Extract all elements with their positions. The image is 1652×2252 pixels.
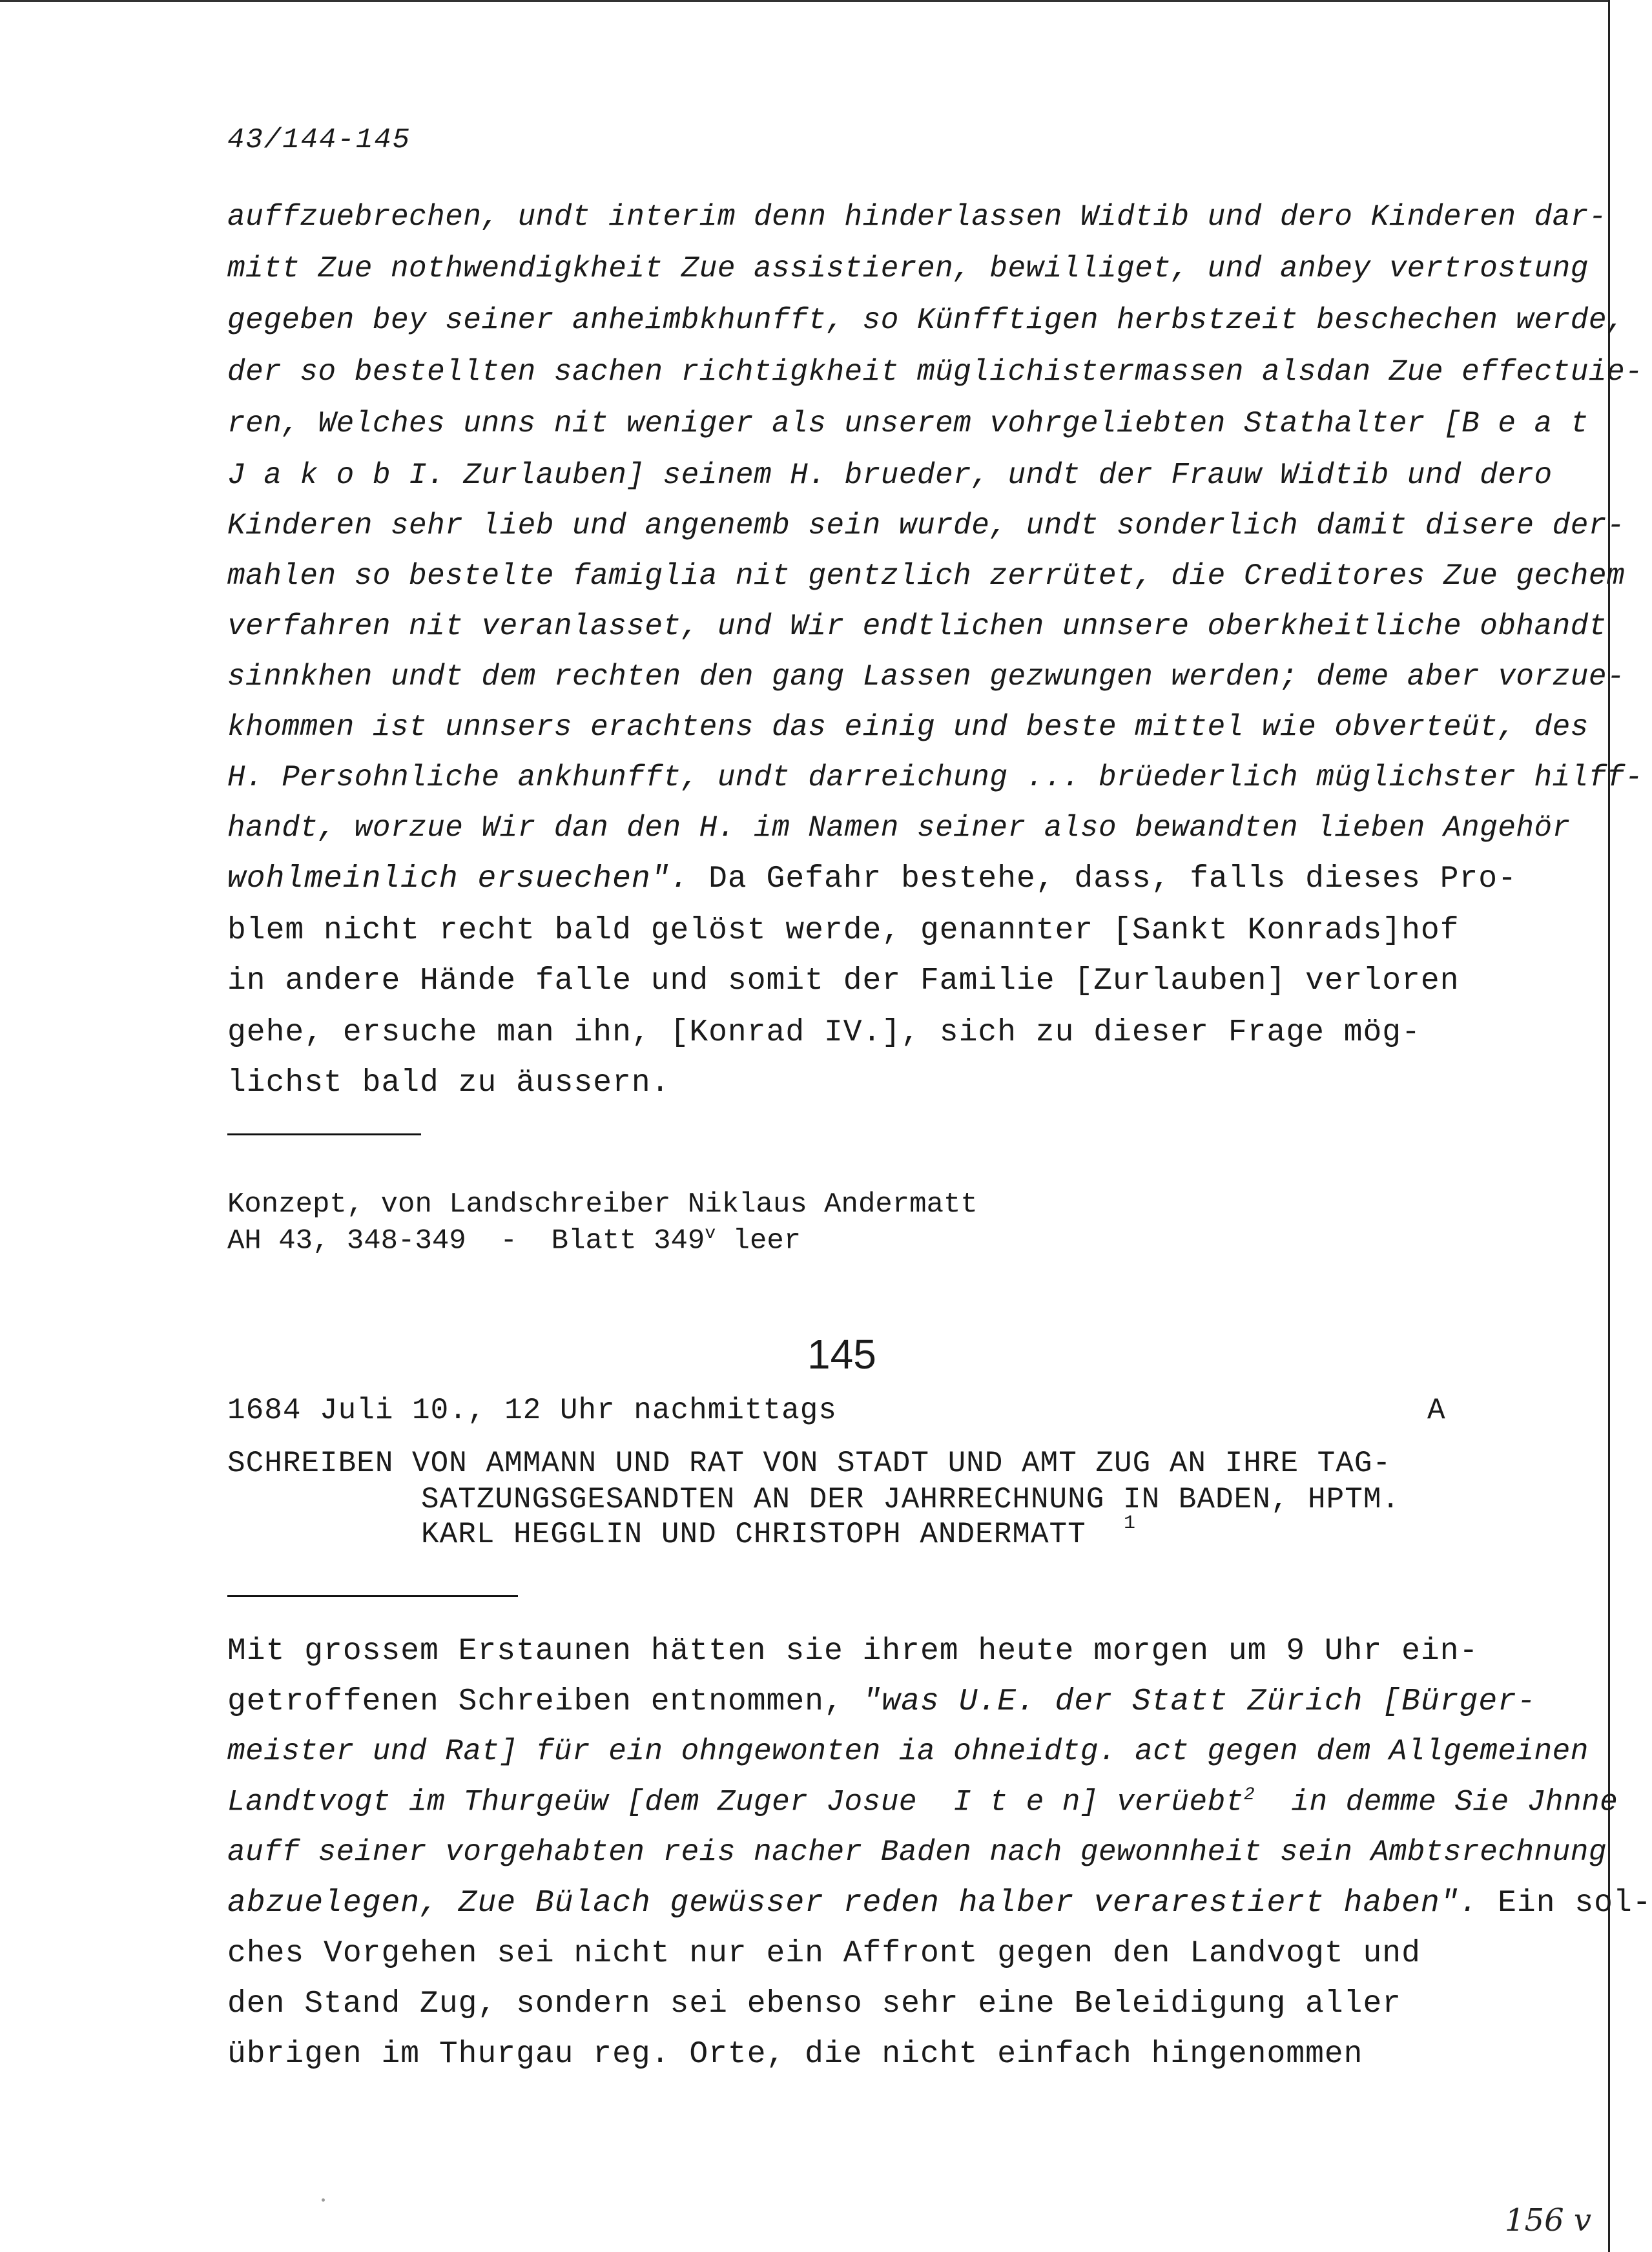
document-classification: A <box>1427 1394 1446 1427</box>
doc144-line: handt, worzue Wir dan den H. im Namen seiner also bewandten lieben Angehör <box>227 811 1571 845</box>
doc144-line: H. Persohnliche ankhunfft, undt darreichung ... brüederlich müglichster hilff- <box>227 761 1644 794</box>
doc145-line-mixed <box>227 1684 1536 1719</box>
doc145-line: Mit grossem Erstaunen hätten sie ihrem heute morgen um 9 Uhr ein- <box>227 1634 1479 1669</box>
footnote-ref-1b: 1 <box>1124 1513 1136 1534</box>
doc144-line: verfahren nit veranlasset, und Wir endtlichen unnsere oberkheitliche obhandt <box>227 610 1607 643</box>
footnote-ref-2: 2 <box>1243 1785 1255 1805</box>
page-reference: 43/144-145 <box>227 124 411 156</box>
document-title-line-2: SATZUNGSGESANDTEN AN DER JAHRRECHNUNG IN BADEN, HPTM. <box>421 1483 1401 1516</box>
summary-start: Da Gefahr bestehe, dass, falls dieses Pro- <box>689 862 1517 896</box>
doc144-line: gegeben bey seiner anheimbkhunfft, so Künfftigen herbstzeit beschechen werde, <box>227 304 1626 337</box>
doc145-line: den Stand Zug, sondern sei ebenso sehr eine Beleidigung aller <box>227 1987 1402 2021</box>
quote-end: wohlmeinlich ersuechen". <box>227 862 690 896</box>
document-title-line-1: SCHREIBEN VON AMMANN UND RAT VON STADT UND AMT ZUG AN IHRE TAG- <box>227 1447 1392 1480</box>
doc145-line: auff seiner vorgehabten reis nacher Baden nach gewonnheit sein Ambtsrechnung <box>227 1835 1607 1869</box>
document-title-line-3: KARL HEGGLIN UND CHRISTOPH ANDERMATT <box>421 1518 1086 1551</box>
quote-part: in demme Sie Jhnne <box>1255 1785 1618 1819</box>
folio-annotation: 156 v <box>1505 2202 1591 2238</box>
source-ref: AH 43, 348-349 - Blatt 349 <box>227 1224 705 1257</box>
doc144-line: gehe, ersuche man ihn, [Konrad IV.], sich zu dieser Frage mög- <box>227 1015 1421 1050</box>
text-part: Ein sol- <box>1478 1886 1652 1921</box>
source-note-2 <box>227 1224 801 1257</box>
doc144-line: in andere Hände falle und somit der Familie [Zurlauben] verloren <box>227 964 1460 998</box>
doc144-line: Kinderen sehr lieb und angenemb sein wurde, undt sonderlich damit disere der- <box>227 509 1626 542</box>
doc145-line-mixed <box>227 1886 1652 1921</box>
page-top-border <box>0 0 1610 2</box>
doc144-line: auffzuebrechen, undt interim denn hinderlassen Widtib und dero Kinderen dar- <box>227 200 1607 234</box>
document-number: 145 <box>807 1331 876 1378</box>
doc144-line: sinnkhen undt dem rechten den gang Lassen gezwungen werden; deme aber vorzue- <box>227 660 1626 694</box>
doc145-line: meister und Rat] für ein ohngewonten ia ohneidtg. act gegen dem Allgemeinen <box>227 1735 1589 1768</box>
quote-part: Landtvogt im Thurgeüw [dem Zuger Josue I t e n] verüebt <box>227 1785 1244 1819</box>
doc144-line: mitt Zue nothwendigkheit Zue assistieren, bewilliget, und anbey vertrostung <box>227 252 1589 285</box>
source-blank: leer <box>716 1224 801 1257</box>
source-note-1: Konzept, von Landschreiber Niklaus Andermatt <box>227 1188 978 1221</box>
quote-end: abzuelegen, Zue Bülach gewüsser reden halber verarestiert haben". <box>227 1886 1479 1921</box>
doc145-line-footnote <box>227 1785 1618 1819</box>
doc144-line: khommen ist unnsers erachtens das einig und beste mittel wie obverteüt, des <box>227 710 1589 744</box>
section-divider-2 <box>227 1595 518 1597</box>
doc144-line-mixed <box>227 862 1517 896</box>
doc144-line: J a k o b I. Zurlauben] seinem H. brueder, undt der Frauw Widtib und dero <box>227 459 1553 492</box>
verso-mark: v <box>705 1224 716 1244</box>
doc144-line: lichst bald zu äussern. <box>227 1066 670 1100</box>
doc144-line: der so bestellten sachen richtigkheit müglichistermassen alsdan Zue effectuie- <box>227 355 1644 389</box>
doc144-line: blem nicht recht bald gelöst werde, genannter [Sankt Konrads]hof <box>227 913 1460 948</box>
text-part: getroffenen Schreiben entnommen, <box>227 1684 863 1719</box>
section-divider <box>227 1133 421 1135</box>
scan-speck <box>322 2198 325 2202</box>
quote-part: "was U.E. der Statt Zürich [Bürger- <box>862 1684 1536 1719</box>
doc145-line: übrigen im Thurgau reg. Orte, die nicht einfach hingenommen <box>227 2037 1363 2072</box>
doc144-line: ren, Welches unns nit weniger als unserem vohrgeliebten Stathalter [B e a t <box>227 407 1589 440</box>
document-date: 1684 Juli 10., 12 Uhr nachmittags <box>227 1394 837 1427</box>
doc144-line: mahlen so bestelte famiglia nit gentzlich zerrütet, die Creditores Zue gechem <box>227 559 1626 593</box>
doc145-line: ches Vorgehen sei nicht nur ein Affront gegen den Landvogt und <box>227 1936 1421 1971</box>
